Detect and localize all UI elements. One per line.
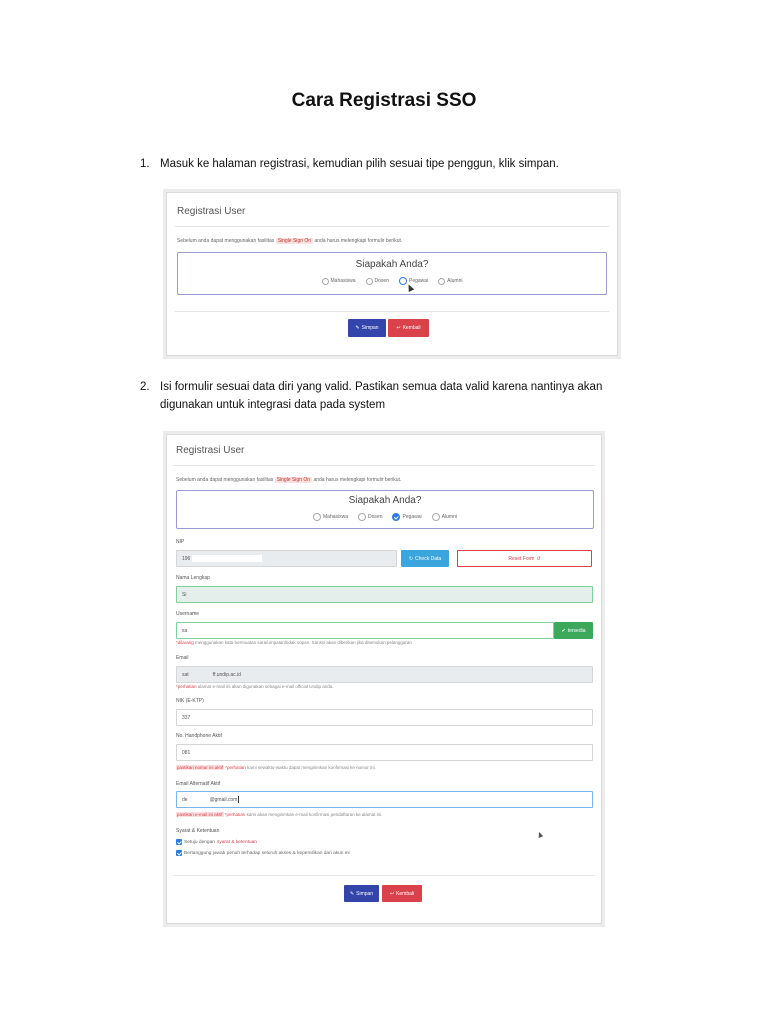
- checkbox-checked-icon[interactable]: [176, 850, 182, 856]
- name-input[interactable]: Si: [176, 586, 593, 603]
- step-1-text: Masuk ke halaman registrasi, kemudian pilih sesuai tipe penggun, klik simpan.: [160, 158, 559, 170]
- user-type-radios: [177, 513, 593, 521]
- back-icon: ↩: [389, 890, 395, 897]
- back-icon: ↩: [396, 325, 401, 331]
- username-available-badge: ✔ tersedia: [554, 622, 593, 639]
- refresh-icon: ↻: [408, 555, 414, 562]
- phone-input[interactable]: 081: [176, 744, 593, 761]
- document-title: Cara Registrasi SSO: [291, 90, 477, 111]
- checkbox-checked-icon[interactable]: [176, 839, 182, 845]
- back-button[interactable]: ↩ Kembali: [382, 885, 422, 902]
- responsibility-checkbox-row[interactable]: Bertanggung jawab penuh terhadap seluruh akses & kepemilikan dari akun ini: [176, 850, 350, 856]
- user-type-box: [177, 252, 607, 295]
- radio-circle[interactable]: [358, 513, 366, 521]
- sso-tag: Single Sign On: [276, 477, 311, 483]
- radio-checked-icon[interactable]: [392, 513, 400, 521]
- redaction: [190, 796, 210, 803]
- username-hint: *dilarang menggunakan kata bermuatan sara/umpatan/tidak sopan. Sanksi akan diberikan jika ditemukan pelanggaran: [176, 640, 412, 645]
- terms-label: Syarat & Ketentuan: [176, 828, 220, 834]
- radio-circle[interactable]: [438, 278, 445, 285]
- nik-input[interactable]: 337: [176, 709, 593, 726]
- intro-text: Sebelum anda dapat menggunakan fasilitas Single Sign On anda harus melengkapi formulir berikut.: [177, 238, 403, 244]
- sso-tag: Single Sign On: [277, 238, 312, 244]
- reset-icon: ↺: [536, 555, 541, 562]
- nik-label: NIK (E-KTP): [176, 698, 204, 704]
- radio-dosen[interactable]: Dosen: [358, 513, 382, 521]
- intro-text: Sebelum anda dapat menggunakan fasilitas Single Sign On anda harus melengkapi formulir berikut.: [176, 477, 402, 483]
- radio-mahasiswa[interactable]: Mahasiswa: [313, 513, 348, 521]
- radio-alumni[interactable]: Alumni: [432, 513, 457, 521]
- user-type-box: [176, 490, 594, 529]
- check-data-button[interactable]: ↻ Check Data: [401, 550, 449, 567]
- back-button[interactable]: ↩ Kembali: [388, 319, 429, 337]
- radio-circle[interactable]: [322, 278, 329, 285]
- text-caret: [238, 796, 239, 803]
- radio-dosen[interactable]: Dosen: [366, 277, 389, 285]
- save-button[interactable]: ✎ Simpan: [348, 319, 386, 337]
- save-button[interactable]: ✎ Simpan: [344, 885, 379, 902]
- screenshot-2: [166, 434, 602, 924]
- form-title: Registrasi User: [176, 445, 245, 456]
- step-2-number: 2.: [140, 381, 150, 393]
- form-title: Registrasi User: [177, 206, 246, 217]
- check-icon: ✔: [561, 627, 566, 634]
- agree-terms-checkbox-row[interactable]: Setuju dengan syarat & ketentuan: [176, 839, 257, 845]
- email-hint: *perhatian alamat e-mail ini akan digunakan sebagai e-mail official Undip anda.: [176, 684, 334, 689]
- screenshot-1: [166, 192, 618, 356]
- radio-pegawai[interactable]: Pegawai: [392, 513, 421, 521]
- username-input[interactable]: sa: [176, 622, 554, 639]
- divider: [173, 465, 595, 466]
- redaction: [191, 671, 213, 678]
- email-input[interactable]: sat ff.undip.ac.id: [176, 666, 593, 683]
- step-2-text: Isi formulir sesuai data diri yang valid. Pastikan semua data valid karena nantinya akan digunakan untuk integrasi data pada system: [160, 381, 603, 411]
- radio-circle[interactable]: [366, 278, 373, 285]
- save-icon: ✎: [355, 325, 360, 331]
- phone-hint: pastikan nomor ini aktif *perhatian kami sewaktu-waktu dapat mengirimkan konfirmasi ke nomor ini.: [177, 765, 376, 770]
- save-icon: ✎: [349, 890, 355, 897]
- radio-pegawai[interactable]: Pegawai: [399, 277, 428, 285]
- name-label: Nama Lengkap: [176, 575, 210, 581]
- radio-circle[interactable]: [313, 513, 321, 521]
- radio-circle[interactable]: [399, 277, 407, 285]
- alt-email-hint: pastikan e-mail ini aktif *perhatian kami akan mengirimkan e-mail konfirmasi pendaftaran ke alamat ini.: [177, 812, 383, 817]
- user-type-question: Siapakah Anda?: [348, 495, 422, 506]
- redaction: [192, 555, 262, 562]
- nip-input[interactable]: 196: [176, 550, 397, 567]
- terms-link[interactable]: syarat & ketentuan: [216, 839, 257, 845]
- phone-label: No. Handphone Aktif: [176, 733, 222, 739]
- step-1-number: 1.: [140, 158, 150, 170]
- email-label: Email: [176, 655, 189, 661]
- alt-email-input[interactable]: de @gmail.com: [176, 791, 593, 808]
- divider: [173, 875, 595, 876]
- user-type-radios: [178, 277, 606, 285]
- radio-circle[interactable]: [432, 513, 440, 521]
- reset-form-button[interactable]: Reset Form ↺: [457, 550, 592, 567]
- radio-alumni[interactable]: Alumni: [438, 277, 462, 285]
- divider: [175, 226, 609, 227]
- username-label: Username: [176, 611, 200, 617]
- divider: [175, 311, 609, 312]
- nip-label: NIP: [176, 539, 185, 545]
- alt-email-label: Email Alternatif Aktif: [176, 781, 221, 787]
- redaction: [188, 591, 216, 598]
- user-type-question: Siapakah Anda?: [355, 259, 429, 270]
- mouse-pointer-icon: [537, 831, 543, 838]
- radio-mahasiswa[interactable]: Mahasiswa: [322, 277, 356, 285]
